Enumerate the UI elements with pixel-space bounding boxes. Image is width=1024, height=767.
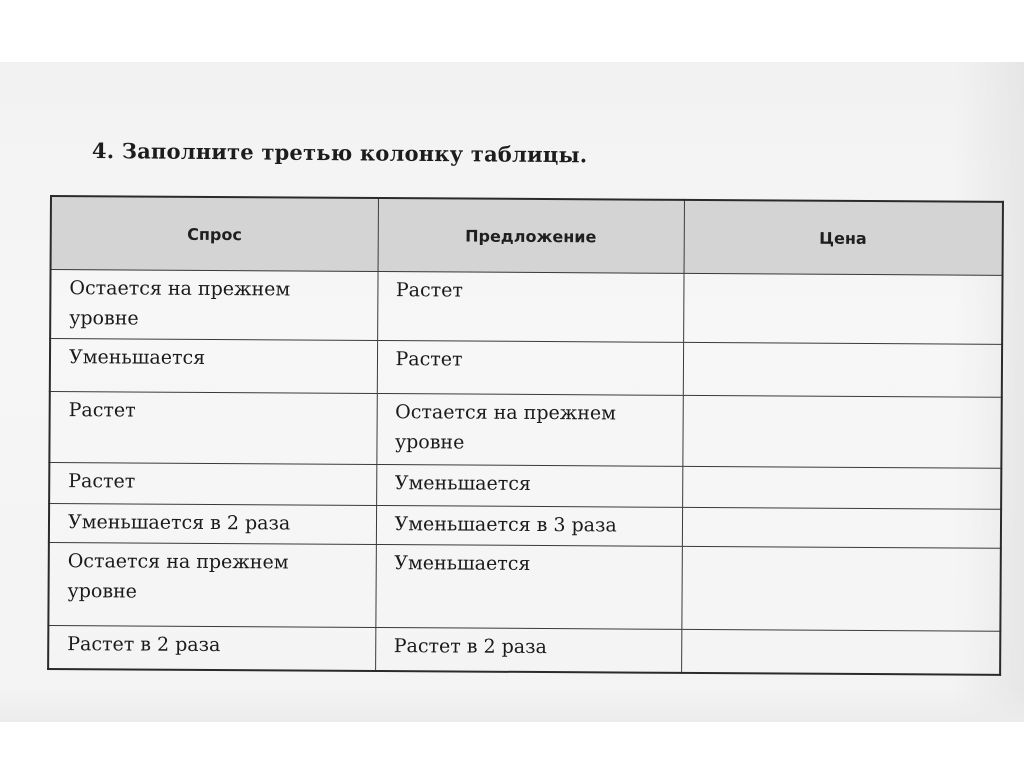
demand-cell: Растет [49,463,376,506]
price-cell[interactable] [683,342,1002,397]
supply-demand-table [47,195,1004,676]
demand-cell: Остается на прежнем уровне [50,270,377,341]
table-header-row [51,196,1003,275]
demand-cell: Остается на прежнем уровне [48,542,376,627]
supply-cell: Растет в 2 раза [375,627,681,672]
supply-cell: Уменьшается [376,464,682,507]
demand-cell: Растет в 2 раза [48,625,375,670]
table-row [50,339,1002,398]
table-row [50,270,1002,345]
price-cell[interactable] [682,507,1001,548]
price-cell[interactable] [681,546,1001,631]
supply-cell: Уменьшается в 3 раза [376,505,682,546]
price-cell[interactable] [682,466,1001,509]
supply-cell: Остается на прежнем уровне [376,393,682,466]
price-cell[interactable] [683,273,1002,344]
table-wrapper [47,195,1002,663]
table-row [49,392,1001,469]
supply-cell: Уменьшается [375,544,682,629]
supply-cell: Растет [377,272,683,343]
demand-cell: Уменьшается в 2 раза [49,504,376,545]
table-row [49,463,1001,510]
demand-cell: Уменьшается [50,339,377,394]
table-row [48,625,1000,674]
table-row [48,542,1000,631]
table-row [49,504,1001,549]
supply-cell: Растет [377,341,683,396]
price-cell[interactable] [682,395,1001,468]
header-price: Цена [684,200,1003,275]
task-title: 4. Заполните третью колонку таблицы. [91,138,588,168]
header-supply: Предложение [378,198,684,273]
paper-bottom-shadow [0,690,1024,722]
price-cell[interactable] [681,629,1000,674]
header-demand: Спрос [51,196,378,271]
demand-cell: Растет [49,392,376,465]
